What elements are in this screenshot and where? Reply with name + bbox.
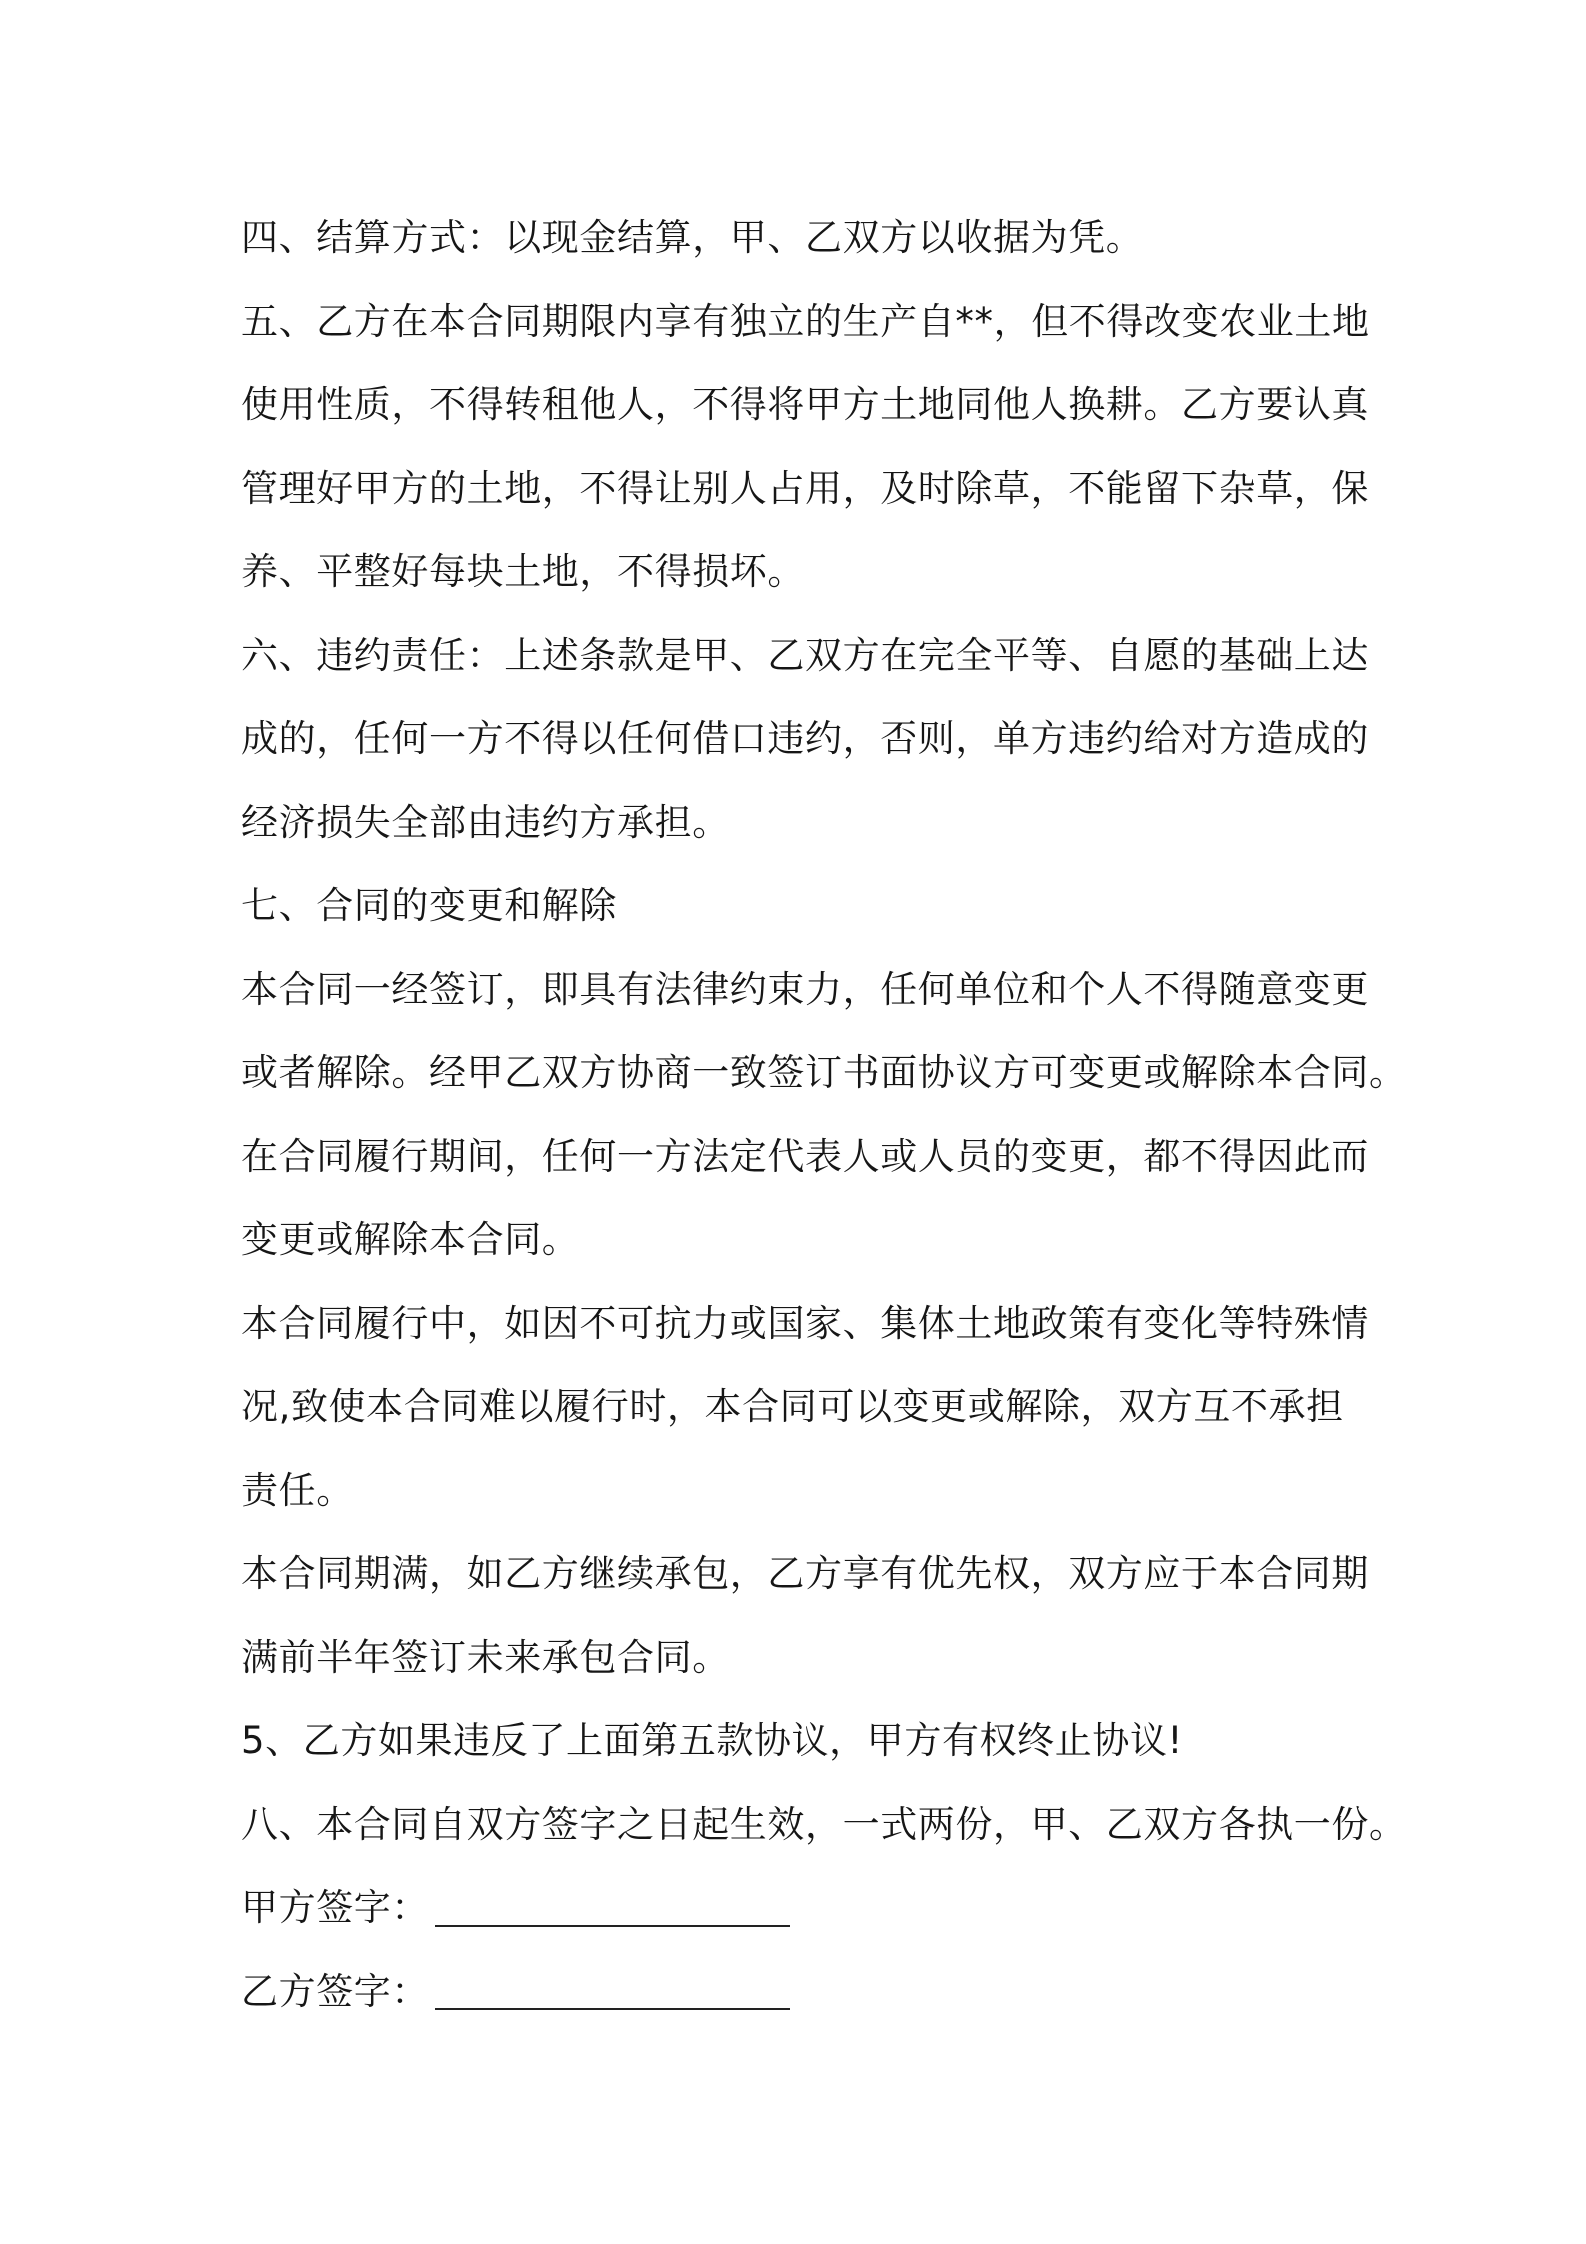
clause-7-para-2-line-2: 变更或解除本合同。 [241,1218,580,1261]
clause-6-line-3: 经济损失全部由违约方承担。 [241,800,730,844]
party-a-signature-line [435,1897,790,1927]
party-a-signature-row [241,1866,1401,1950]
clause-7-para-2-line-1: 在合同履行期间，任何一方法定代表人或人员的变更，都不得因此而 [241,1134,1369,1178]
contract-body [241,196,1407,2033]
clause-5-line-1: 五、乙方在本合同期限内享有独立的生产自**，但不得改变农业土地 [241,299,1370,343]
clause-7-para-1-line-1: 本合同一经签订，即具有法律约束力，任何单位和个人不得随意变更 [241,967,1369,1011]
clause-7-para-4-line-2: 满前半年签订未来承包合同。 [241,1635,730,1679]
clause-7-para-1-line-2: 或者解除。经甲乙双方协商一致签订书面协议方可变更或解除本合同。 [241,1051,1407,1094]
clause-7-item-5: 5、乙方如果违反了上面第五款协议，甲方有权终止协议! [241,1719,1183,1762]
clause-4-settlement: 四、结算方式：以现金结算，甲、乙双方以收据为凭。 [241,216,1144,259]
party-a-signature-label: 甲方签字： [241,1886,429,1929]
clause-5-line-3: 管理好甲方的土地，不得让别人占用，及时除草，不能留下杂草，保 [241,466,1369,510]
clause-7-heading: 七、合同的变更和解除 [241,884,617,927]
clause-6-line-2: 成的，任何一方不得以任何借口违约，否则，单方违约给对方造成的 [241,717,1369,760]
party-b-signature-row [241,1950,1401,2034]
clause-5-line-2: 使用性质，不得转租他人，不得将甲方土地同他人换耕。乙方要认真 [241,383,1369,426]
party-b-signature-line [435,1980,790,2010]
party-b-signature-label: 乙方签字： [241,1969,429,2013]
clause-6-line-1: 六、违约责任：上述条款是甲、乙双方在完全平等、自愿的基础上达 [241,633,1369,677]
clause-8-effective: 八、本合同自双方签字之日起生效，一式两份，甲、乙双方各执一份。 [241,1802,1407,1846]
clause-7-para-3-line-1: 本合同履行中，如因不可抗力或国家、集体土地政策有变化等特殊情 [241,1301,1369,1345]
clause-7-para-3-line-2: 况,致使本合同难以履行时，本合同可以变更或解除，双方互不承担 [241,1385,1344,1428]
clause-7-para-3-line-3: 责任。 [241,1468,354,1512]
clause-7-para-4-line-1: 本合同期满，如乙方继续承包，乙方享有优先权，双方应于本合同期 [241,1552,1369,1595]
clause-5-line-4: 养、平整好每块土地，不得损坏。 [241,550,805,593]
